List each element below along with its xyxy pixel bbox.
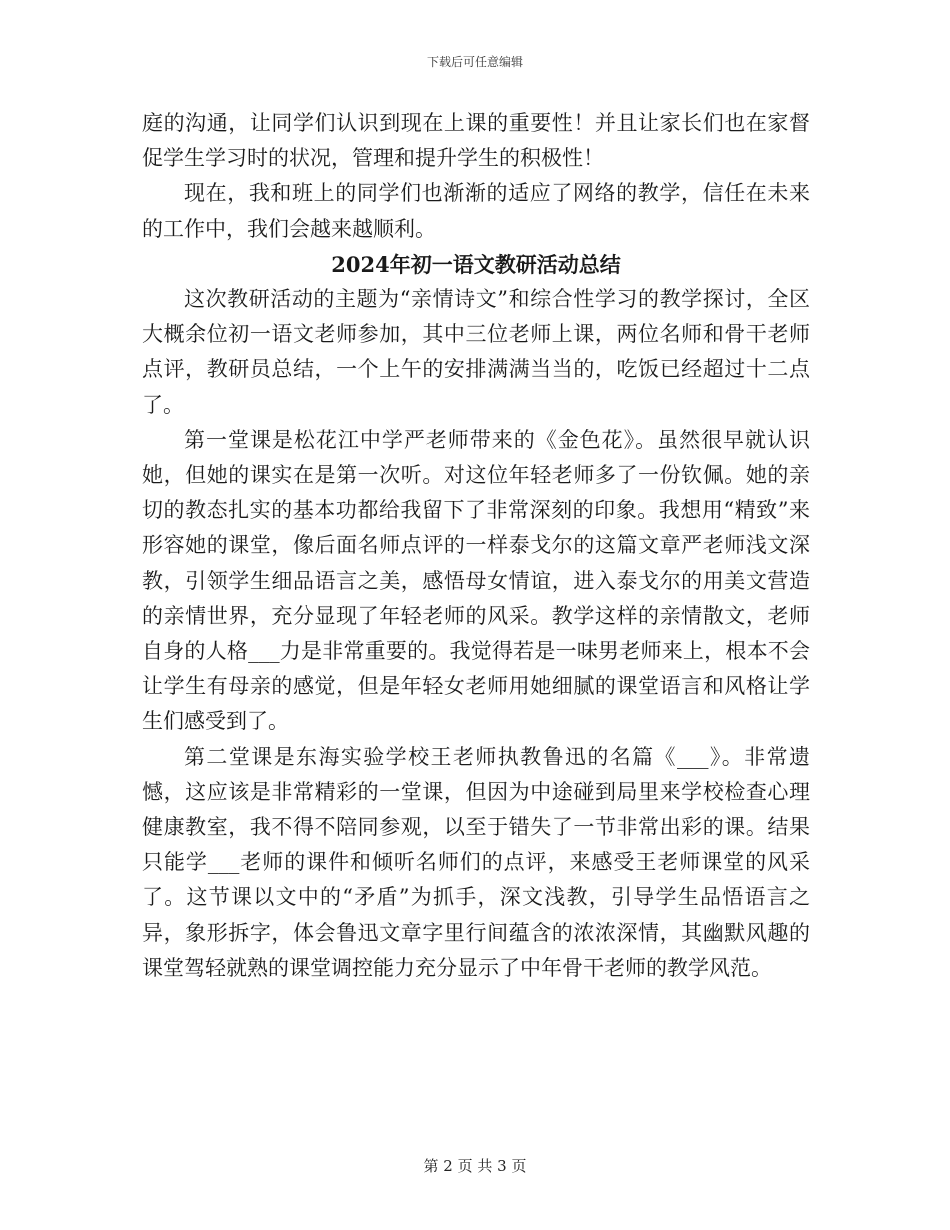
document-body [142, 106, 810, 986]
body-paragraph-3: 第二堂课是东海实验学校王老师执教鲁迅的名篇《___》。非常遗憾，这应该是非常精彩的一堂课，但因为中途碰到局里来学校检查心理健康教室，我不得不陪同参观，以至于错失了一节非常出彩的课。结果只能学___老师的课件和倾听名师们的点评，来感受王老师课堂的风采了。这节课以文中的“矛盾”为抓手，深文浅教，引导学生品悟语言之异，象形拆字，体会鲁迅文章字里行间蕴含的浓浓深情，其幽默风趣的课堂驾轻就熟的课堂调控能力充分显示了中年骨干老师的教学风范。 [142, 744, 810, 980]
continuation-paragraph-2: 现在，我和班上的同学们也渐渐的适应了网络的教学，信任在未来的工作中，我们会越来越顺利。 [142, 181, 810, 241]
page-header: 下载后可任意编辑 [426, 55, 523, 69]
section-title: 2024年初一语文教研活动总结 [331, 251, 621, 277]
body-paragraph-2: 第一堂课是松花江中学严老师带来的《金色花》。虽然很早就认识她，但她的课实在是第一次听。对这位年轻老师多了一份钦佩。她的亲切的教态扎实的基本功都给我留下了非常深刻的印象。我想用“精致”来形容她的课堂，像后面名师点评的一样泰戈尔的这篇文章严老师浅文深教，引领学生细品语言之美，感悟母女情谊，进入泰戈尔的用美文营造的亲情世界，充分显现了年轻老师的风采。教学这样的亲情散文，老师自身的人格___力是非常重要的。我觉得若是一味男老师来上，根本不会让学生有母亲的感觉，但是年轻女老师用她细腻的课堂语言和风格让学生们感受到了。 [142, 427, 810, 734]
continuation-paragraph-1: 庭的沟通，让同学们认识到现在上课的重要性！并且让家长们也在家督促学生学习时的状况，管理和提升学生的积极性！ [142, 111, 810, 171]
body-paragraph-1: 这次教研活动的主题为“亲情诗文”和综合性学习的教学探讨，全区大概余位初一语文老师参加，其中三位老师上课，两位名师和骨干老师点评，教研员总结，一个上午的安排满满当当的，吃饭已经超过十二点了。 [142, 287, 810, 417]
page-number: 第 2 页 共 3 页 [423, 1157, 527, 1175]
